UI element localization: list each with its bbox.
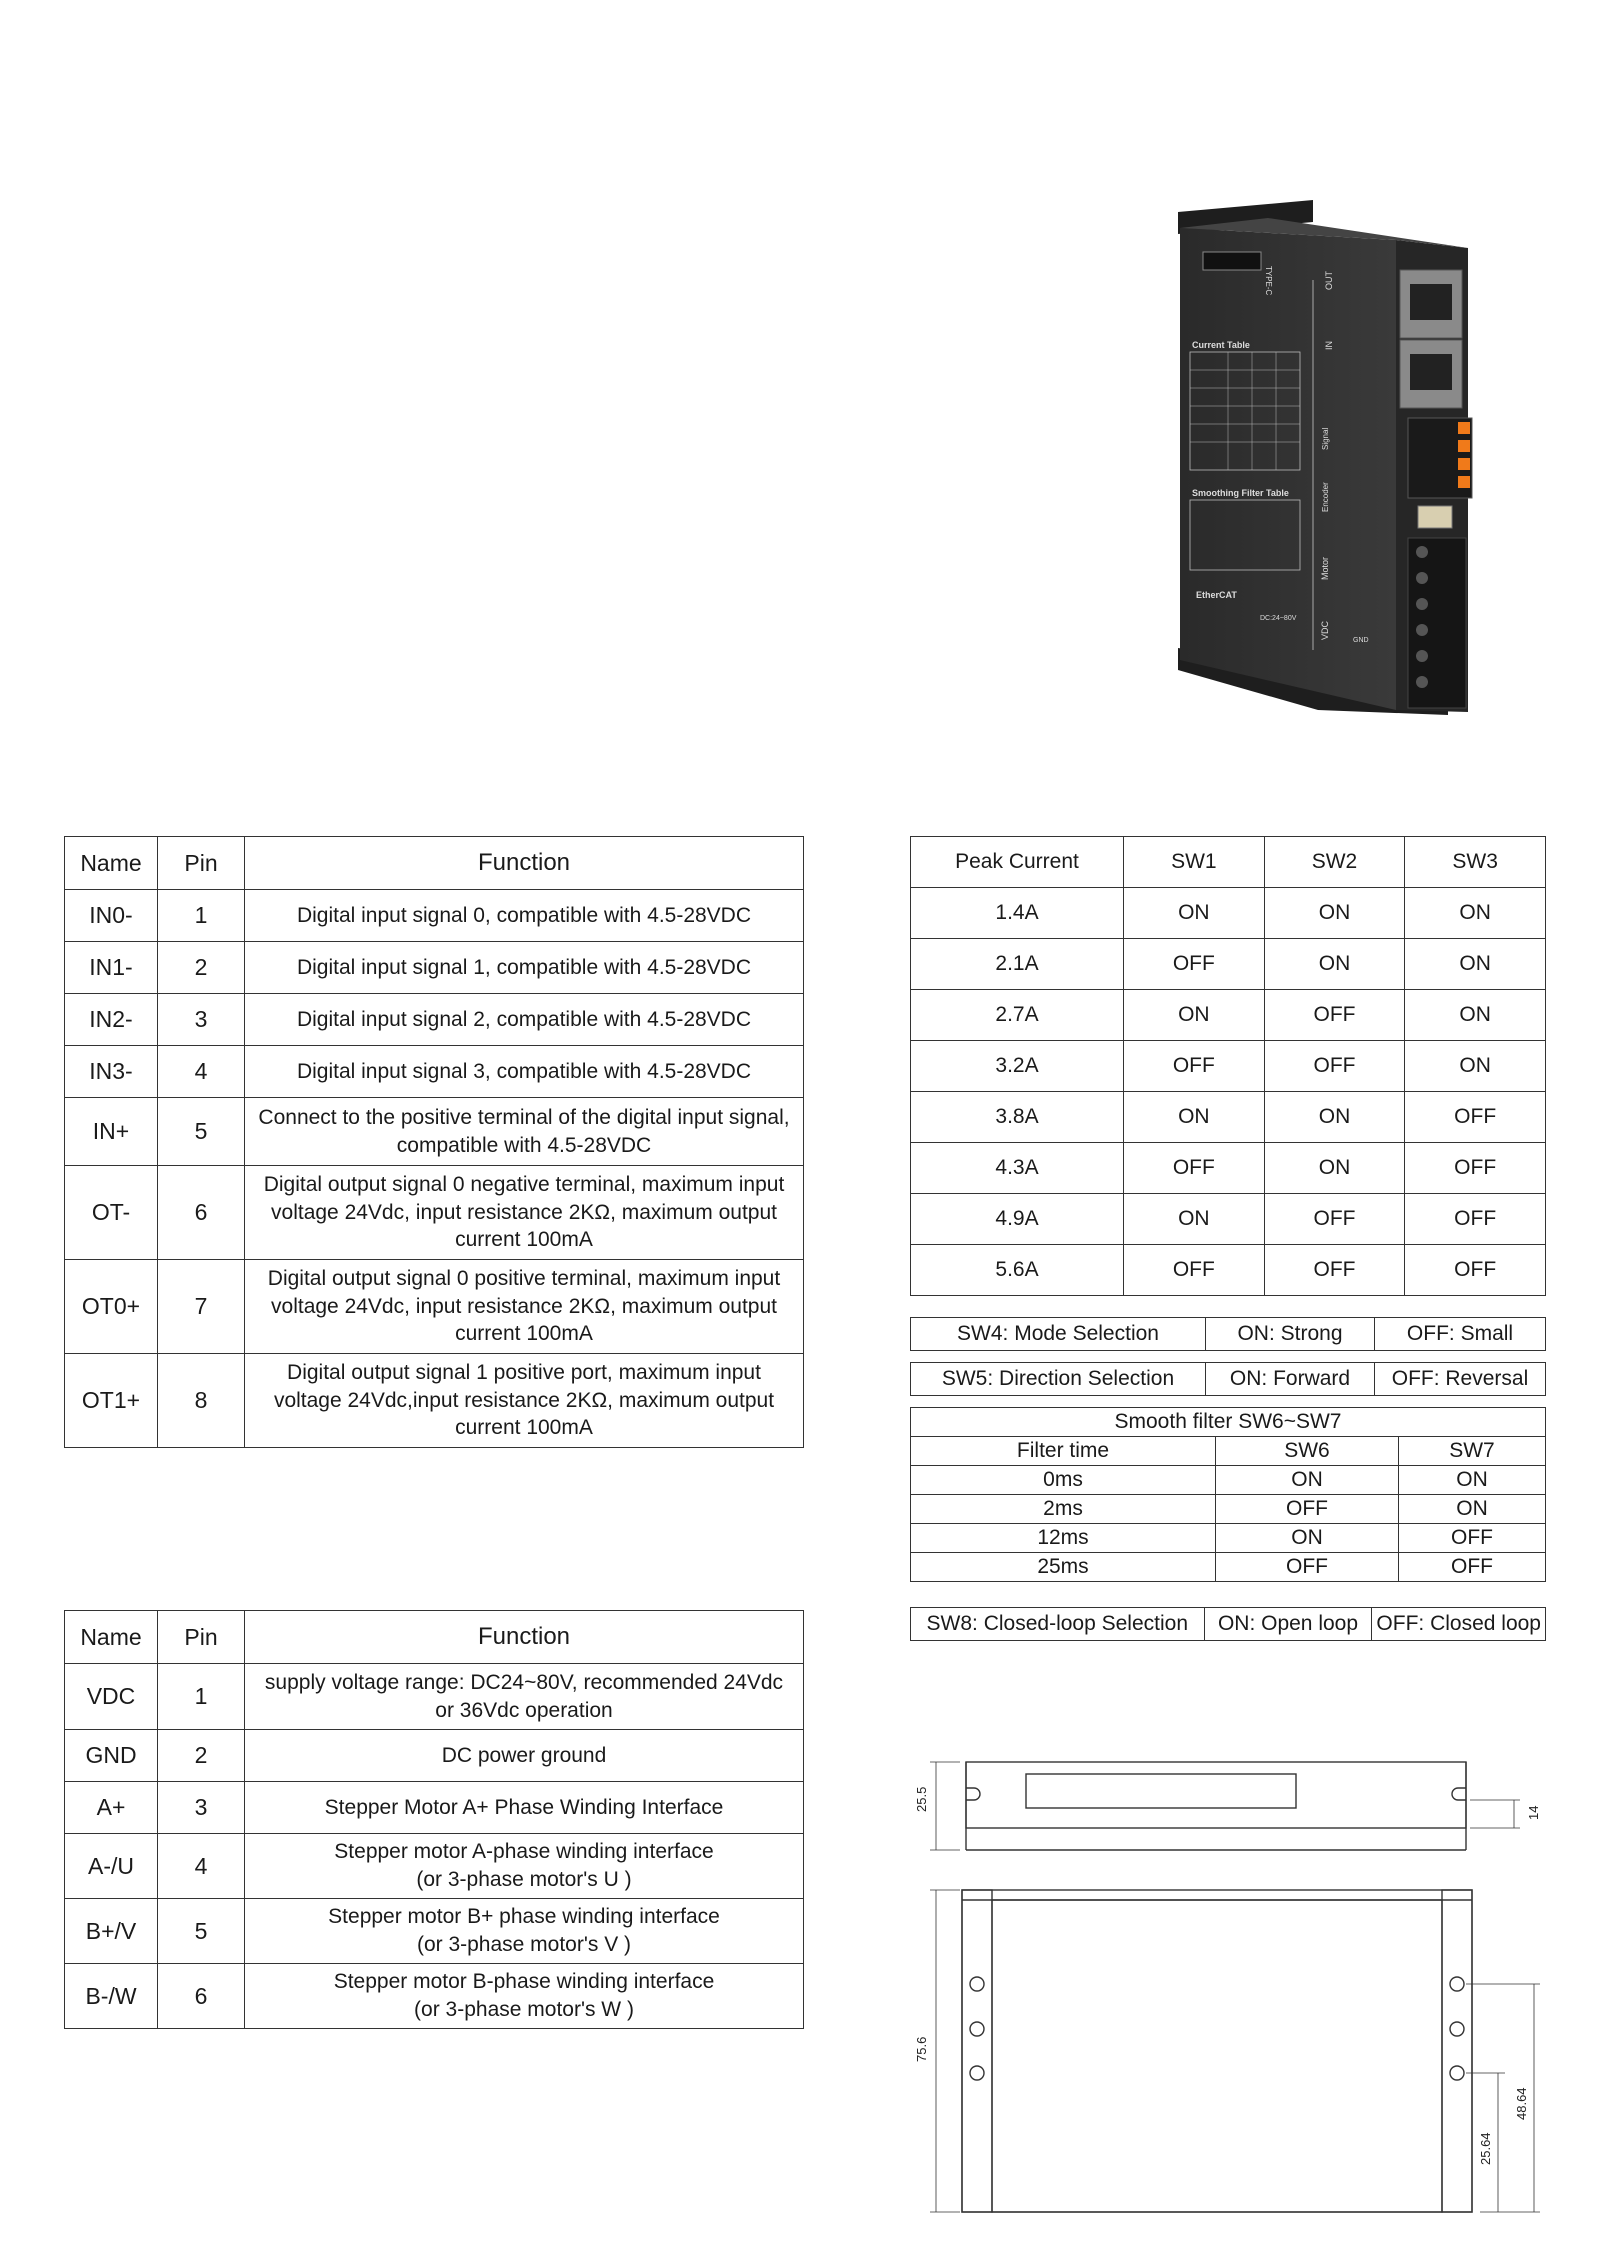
header-function: Function [245, 837, 804, 890]
header-pin: Pin [158, 837, 245, 890]
sw3-state: OFF [1405, 1245, 1546, 1296]
table-row [911, 888, 1546, 939]
table-row [911, 1092, 1546, 1143]
sw7-state: ON [1399, 1466, 1546, 1495]
photo-motor-label: Motor [1320, 556, 1330, 580]
sw6-state: ON [1216, 1524, 1399, 1553]
sw6-state: OFF [1216, 1495, 1399, 1524]
header-peak-current: Peak Current [911, 837, 1124, 888]
dim-25-5: 25.5 [914, 1786, 929, 1812]
pin-name: IN0- [65, 890, 158, 942]
table-row [65, 1664, 804, 1730]
pin-function: Digital output signal 1 positive port, maximum input voltage 24Vdc,input resistance 2KΩ, maximum output current 100mA [245, 1354, 804, 1448]
front-view [930, 1890, 1540, 2212]
sw2-state: OFF [1264, 1194, 1405, 1245]
sw1-state: OFF [1124, 1041, 1265, 1092]
table-row [911, 1608, 1546, 1641]
table-row [911, 990, 1546, 1041]
pin-function-line2: (or 3-phase motor's V ) [416, 1933, 632, 1956]
encoder-connector [1418, 506, 1452, 528]
sw3-state: ON [1405, 888, 1546, 939]
sw8-on: ON: Open loop [1204, 1608, 1372, 1641]
table-row [911, 1318, 1546, 1351]
pin-function: Digital input signal 1, compatible with 4.5-28VDC [245, 942, 804, 994]
sw6-state: ON [1216, 1466, 1399, 1495]
filter-time: 25ms [911, 1553, 1216, 1582]
pin-name: A-/U [65, 1834, 158, 1899]
sw3-state: ON [1405, 990, 1546, 1041]
pin-number: 5 [158, 1899, 245, 1964]
pin-number: 3 [158, 994, 245, 1046]
photo-encoder-label: Encoder [1321, 482, 1330, 512]
sw7-state: ON [1399, 1495, 1546, 1524]
pin-function-line1: supply voltage range: DC24~80V, recommended 24Vdc [264, 1670, 784, 1694]
photo-vdc-label: VDC [1320, 620, 1330, 640]
signal-pin-table [64, 836, 804, 1448]
dim-75-6: 75.6 [914, 2036, 929, 2062]
sw3-state: OFF [1405, 1194, 1546, 1245]
pin-function [245, 1899, 804, 1964]
table-row [911, 939, 1546, 990]
side-view [930, 1762, 1520, 1850]
sw2-state: ON [1264, 888, 1405, 939]
current-value: 5.6A [911, 1245, 1124, 1296]
pin-function: Digital input signal 3, compatible with 4.5-28VDC [245, 1046, 804, 1098]
ethernet-port-out [1400, 270, 1462, 338]
pin-function: DC power ground [245, 1730, 804, 1782]
sw5-label: SW5: Direction Selection [911, 1363, 1206, 1396]
pin-function-line1: Stepper motor B-phase winding interface [333, 1970, 715, 1994]
dimension-drawing [900, 1740, 1560, 2220]
sw1-state: ON [1124, 888, 1265, 939]
sw2-state: ON [1264, 1143, 1405, 1194]
ethernet-port-in [1400, 340, 1462, 408]
pin-function [245, 1964, 804, 2029]
dip-switch-block [1203, 252, 1261, 270]
sw7-state: OFF [1399, 1553, 1546, 1582]
table-row [911, 1143, 1546, 1194]
sw4-off: OFF: Small [1375, 1318, 1546, 1351]
header-sw1: SW1 [1124, 837, 1265, 888]
table-row [911, 1041, 1546, 1092]
sw3-state: OFF [1405, 1092, 1546, 1143]
dim-48-64: 48.64 [1514, 2087, 1529, 2120]
photo-out-label: OUT [1324, 271, 1334, 290]
sw6-state: OFF [1216, 1553, 1399, 1582]
dim-25-64: 25.64 [1478, 2132, 1493, 2165]
current-value: 4.3A [911, 1143, 1124, 1194]
peak-current-table [910, 836, 1546, 1296]
table-row [65, 994, 804, 1046]
pin-function: Connect to the positive terminal of the digital input signal, compatible with 4.5-28VDC [245, 1098, 804, 1166]
table-row [65, 1834, 804, 1899]
dim-14: 14 [1526, 1805, 1541, 1820]
table-row [65, 890, 804, 942]
sw8-label: SW8: Closed-loop Selection [911, 1608, 1205, 1641]
pin-function-line2: (or 3-phase motor's U ) [416, 1868, 632, 1891]
sw5-off: OFF: Reversal [1375, 1363, 1546, 1396]
motor-power-terminal [1408, 538, 1466, 708]
power-motor-pin-table [64, 1610, 804, 2029]
current-value: 1.4A [911, 888, 1124, 939]
table-row [65, 1098, 804, 1166]
pin-function: Stepper Motor A+ Phase Winding Interface [245, 1782, 804, 1834]
filter-time: 12ms [911, 1524, 1216, 1553]
sw2-state: ON [1264, 939, 1405, 990]
pin-name: IN2- [65, 994, 158, 1046]
table-header-row [65, 837, 804, 890]
table-header-row [65, 1611, 804, 1664]
photo-signal-label: Signal [1321, 427, 1330, 450]
table-header-row [911, 1437, 1546, 1466]
header-sw6: SW6 [1216, 1437, 1399, 1466]
photo-smoothing-label: Smoothing Filter Table [1192, 488, 1289, 498]
header-sw2: SW2 [1264, 837, 1405, 888]
table-row [65, 1046, 804, 1098]
pin-number: 5 [158, 1098, 245, 1166]
pin-function-line1: Stepper motor A-phase winding interface [334, 1840, 714, 1864]
sw2-state: OFF [1264, 1041, 1405, 1092]
table-row [65, 1782, 804, 1834]
sw5-on: ON: Forward [1206, 1363, 1375, 1396]
sw1-state: ON [1124, 990, 1265, 1041]
pin-name: A+ [65, 1782, 158, 1834]
sw3-state: ON [1405, 939, 1546, 990]
sw2-state: OFF [1264, 990, 1405, 1041]
smooth-filter-table [910, 1407, 1546, 1582]
table-row [911, 1495, 1546, 1524]
sw1-state: ON [1124, 1092, 1265, 1143]
sw4-mode-table [910, 1317, 1546, 1351]
table-row [911, 1466, 1546, 1495]
pin-number: 4 [158, 1046, 245, 1098]
header-filter-time: Filter time [911, 1437, 1216, 1466]
pin-function [245, 1834, 804, 1899]
current-value: 4.9A [911, 1194, 1124, 1245]
sw8-off: OFF: Closed loop [1372, 1608, 1546, 1641]
photo-ethercat-label: EtherCAT [1196, 590, 1237, 600]
current-value: 2.1A [911, 939, 1124, 990]
current-value: 3.2A [911, 1041, 1124, 1092]
pin-name: OT- [65, 1166, 158, 1260]
pin-function-line2: (or 3-phase motor's W ) [414, 1998, 634, 2021]
pin-name: IN+ [65, 1098, 158, 1166]
table-row [65, 942, 804, 994]
table-row [911, 1363, 1546, 1396]
table-row [911, 1553, 1546, 1582]
sw4-label: SW4: Mode Selection [911, 1318, 1206, 1351]
sw1-state: ON [1124, 1194, 1265, 1245]
pin-number: 8 [158, 1354, 245, 1448]
pin-name: B+/V [65, 1899, 158, 1964]
table-row [911, 1194, 1546, 1245]
header-name: Name [65, 1611, 158, 1664]
product-photo [1168, 200, 1488, 740]
signal-connector [1408, 418, 1472, 498]
pin-number: 1 [158, 890, 245, 942]
photo-gnd-label: GND [1353, 637, 1369, 644]
table-row [65, 1354, 804, 1448]
table-row [911, 1245, 1546, 1296]
pin-number: 1 [158, 1664, 245, 1730]
pin-name: OT0+ [65, 1260, 158, 1354]
table-row [65, 1166, 804, 1260]
sw5-direction-table [910, 1362, 1546, 1396]
photo-in-label: IN [1324, 341, 1334, 350]
pin-number: 7 [158, 1260, 245, 1354]
table-header-row [911, 837, 1546, 888]
filter-time: 2ms [911, 1495, 1216, 1524]
pin-function [245, 1664, 804, 1730]
pin-function-line2: or 36Vdc operation [435, 1698, 613, 1722]
sw1-state: OFF [1124, 1143, 1265, 1194]
pin-function: Digital output signal 0 negative terminal, maximum input voltage 24Vdc, input resistance 2KΩ, maximum output current 100mA [245, 1166, 804, 1260]
sw8-closed-loop-table [910, 1607, 1546, 1641]
table-row [65, 1260, 804, 1354]
pin-number: 2 [158, 942, 245, 994]
filter-table-title: Smooth filter SW6~SW7 [911, 1408, 1546, 1437]
header-pin: Pin [158, 1611, 245, 1664]
pin-name: VDC [65, 1664, 158, 1730]
pin-number: 6 [158, 1166, 245, 1260]
table-row [911, 1524, 1546, 1553]
pin-number: 6 [158, 1964, 245, 2029]
header-sw3: SW3 [1405, 837, 1546, 888]
pin-function: Digital input signal 0, compatible with 4.5-28VDC [245, 890, 804, 942]
pin-number: 2 [158, 1730, 245, 1782]
pin-function-line1: Stepper motor B+ phase winding interface [328, 1905, 720, 1929]
photo-current-table-label: Current Table [1192, 340, 1250, 350]
table-title-row [911, 1408, 1546, 1437]
header-name: Name [65, 837, 158, 890]
sw3-state: ON [1405, 1041, 1546, 1092]
pin-name: OT1+ [65, 1354, 158, 1448]
pin-function: Digital input signal 2, compatible with 4.5-28VDC [245, 994, 804, 1046]
pin-number: 4 [158, 1834, 245, 1899]
pin-name: GND [65, 1730, 158, 1782]
photo-voltage-label: DC:24~80V [1260, 615, 1297, 622]
table-row [65, 1964, 804, 2029]
sw1-state: OFF [1124, 1245, 1265, 1296]
sw3-state: OFF [1405, 1143, 1546, 1194]
current-value: 2.7A [911, 990, 1124, 1041]
header-function: Function [245, 1611, 804, 1664]
pin-name: IN3- [65, 1046, 158, 1098]
sw2-state: OFF [1264, 1245, 1405, 1296]
typec-label: TYPE-C [1264, 266, 1273, 296]
pin-name: B-/W [65, 1964, 158, 2029]
current-value: 3.8A [911, 1092, 1124, 1143]
sw7-state: OFF [1399, 1524, 1546, 1553]
sw4-on: ON: Strong [1206, 1318, 1375, 1351]
pin-name: IN1- [65, 942, 158, 994]
table-row [65, 1899, 804, 1964]
header-sw7: SW7 [1399, 1437, 1546, 1466]
pin-function: Digital output signal 0 positive terminal, maximum input voltage 24Vdc, input resistance 2KΩ, maximum output current 100mA [245, 1260, 804, 1354]
filter-time: 0ms [911, 1466, 1216, 1495]
sw1-state: OFF [1124, 939, 1265, 990]
sw2-state: ON [1264, 1092, 1405, 1143]
table-row [65, 1730, 804, 1782]
pin-number: 3 [158, 1782, 245, 1834]
